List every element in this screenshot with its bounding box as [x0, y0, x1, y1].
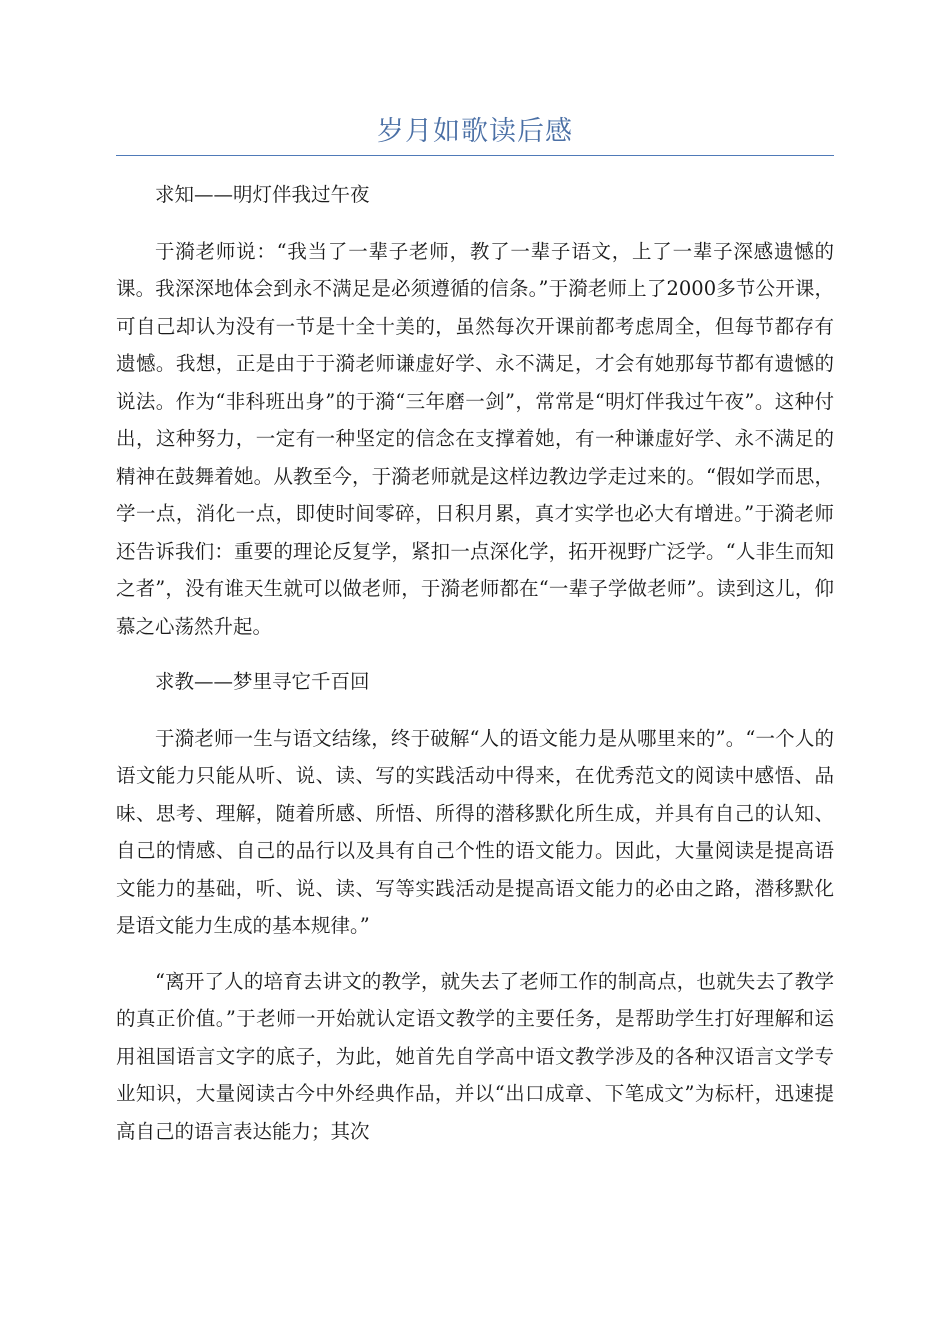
body-paragraph: 于漪老师一生与语文结缘，终于破解“人的语文能力是从哪里来的”。“一个人的语文能力只能从听、说、读、写的实践活动中得来，在优秀范文的阅读中感悟、品味、思考、理解，随着所感、所悟、所得的潜移默化所生成，并具有自己的认知、自己的情感、自己的品行以及具有自己个性的语文能力。因此，大量阅读是提高语文能力的基础，听、说、读、写等实践活动是提高语文能力的必由之路，潜移默化是语文能力生成的基本规律。” [116, 726, 834, 937]
section-heading-qiuzhi: 求知——明灯伴我过午夜 [155, 183, 370, 206]
document-title: 岁月如歌读后感 [377, 116, 573, 147]
body-paragraph: 于漪老师说：“我当了一辈子老师，教了一辈子语文，上了一辈子深感遗憾的课。我深深地体会到永不满足是必须遵循的信条。”于漪老师上了2000多节公开课，可自己却认为没有一节是十全十美的，虽然每次开课前都考虑周全，但每节都存有遗憾。我想，正是由于于漪老师谦虚好学、永不满足，才会有她那每节都有遗憾的说法。作为“非科班出身”的于漪“三年磨一剑”，常常是“明灯伴我过午夜”。这种付出，这种努力，一定有一种坚定的信念在支撑着她，有一种谦虚好学、永不满足的精神在鼓舞着她。从教至今，于漪老师就是这样边教边学走过来的。“假如学而思，学一点，消化一点，即使时间零碎，日积月累，真才实学也必大有增进。”于漪老师还告诉我们：重要的理论反复学，紧扣一点深化学，拓开视野广泛学。“人非生而知之者”，没有谁天生就可以做老师，于漪老师都在“一辈子学做老师”。读到这儿，仰慕之心荡然升起。 [116, 239, 834, 638]
section-heading-qiujiao: 求教——梦里寻它千百回 [155, 670, 370, 693]
document-body [116, 176, 834, 1168]
title-underline [116, 155, 834, 156]
body-paragraph: “离开了人的培育去讲文的教学，就失去了老师工作的制高点，也就失去了教学的真正价值。”于老师一开始就认定语文教学的主要任务，是帮助学生打好理解和运用祖国语言文字的底子，为此，她首先自学高中语文教学涉及的各种汉语言文学专业知识，大量阅读古今中外经典作品，并以“出口成章、下笔成文”为标杆，迅速提高自己的语言表达能力；其次 [116, 969, 834, 1143]
